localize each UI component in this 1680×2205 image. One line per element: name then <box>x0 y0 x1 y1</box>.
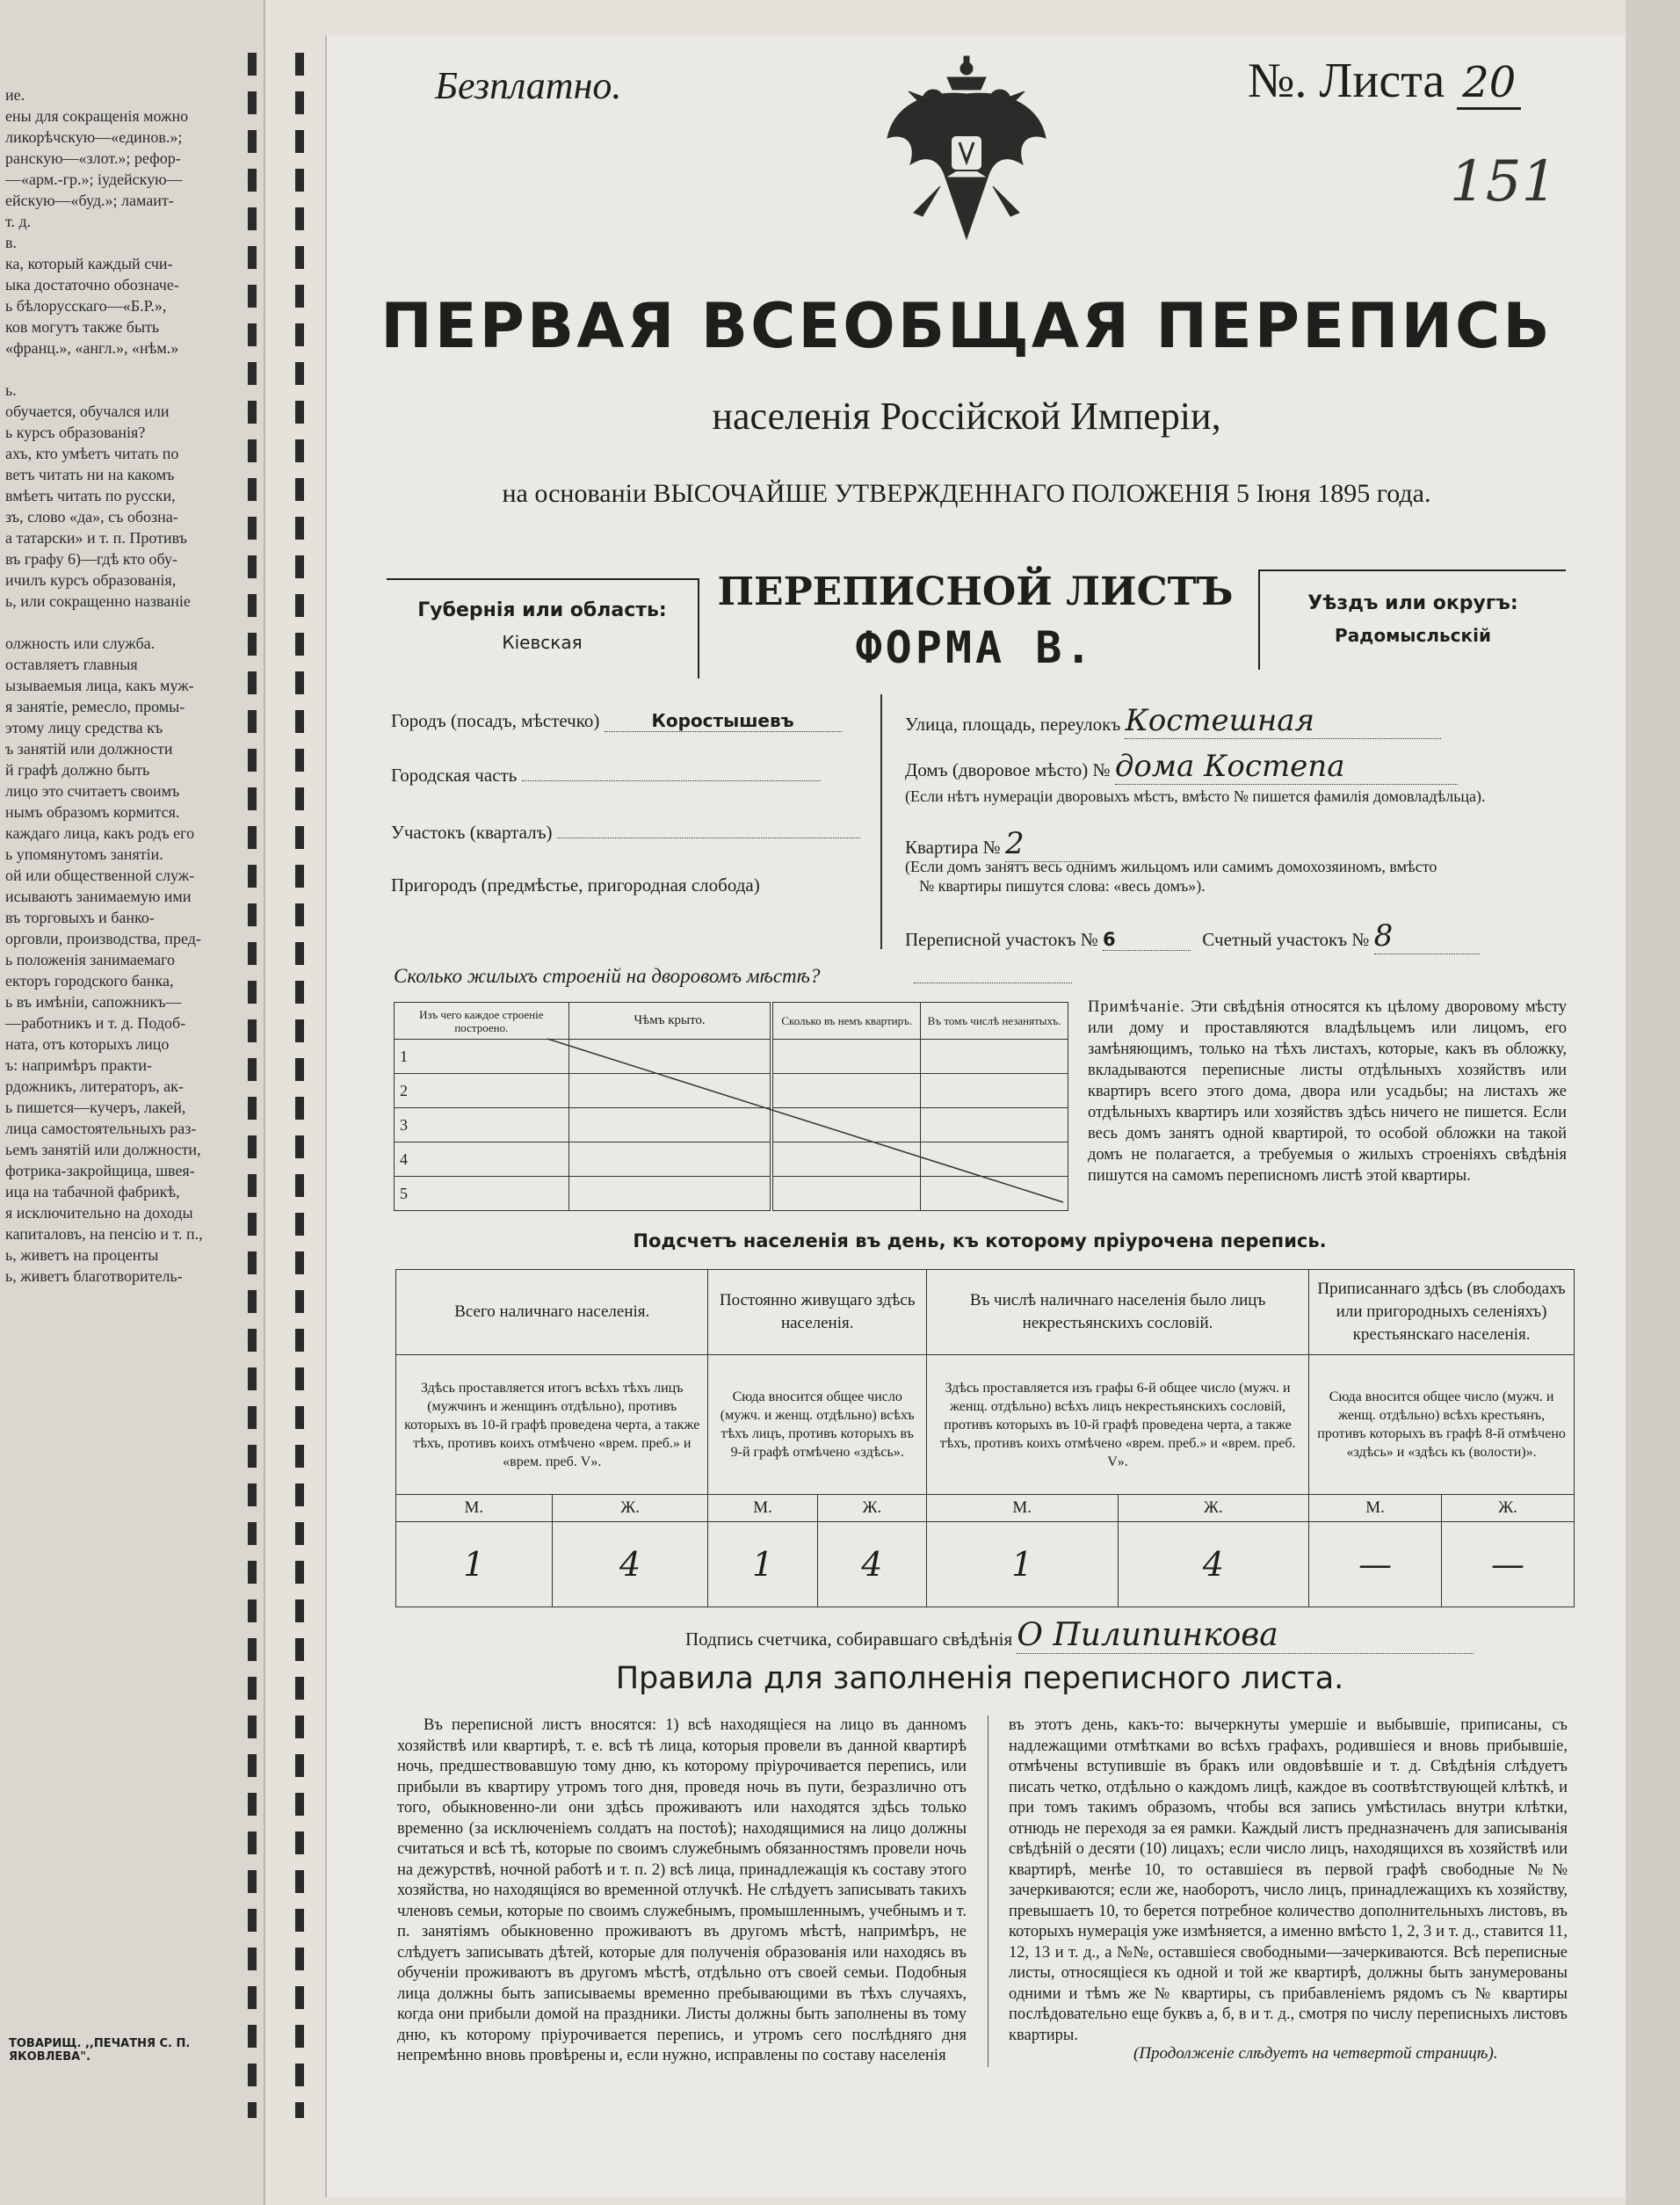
gubernia-value: Кіевская <box>502 632 583 653</box>
prigorod-label: Пригородъ (предмѣстье, пригородная слобода) <box>391 874 760 896</box>
sheet-no-value: 20 <box>1457 58 1521 110</box>
left-column-line <box>5 612 225 633</box>
buildings-col-roof: Чѣмъ крыто. <box>568 1003 771 1040</box>
row-number: 2 <box>395 1074 569 1108</box>
left-column-line: ликорѣчскую—«единов.»; <box>5 128 183 146</box>
left-column-line: а татарски» и т. п. Противъ <box>5 529 187 547</box>
apartment-field <box>905 826 1093 862</box>
street-value: Костешная <box>1125 703 1441 739</box>
male-count: 1 <box>708 1522 817 1607</box>
left-column-line: ъ: напримѣръ практи- <box>5 1056 153 1074</box>
left-column-text <box>5 84 225 1287</box>
rules-continued: (Продолженіе слѣдуетъ на четвертой страницѣ). <box>1133 2044 1498 2063</box>
count-title: Подсчетъ населенія въ день, къ которому пріурочена перепись. <box>633 1230 1327 1251</box>
left-column-line: ь курсъ образованія? <box>5 424 146 441</box>
left-column-line: екторъ городского банка, <box>5 972 174 990</box>
rules-title: Правила для заполненія переписного листа. <box>615 1661 1344 1696</box>
left-column-line: ков могутъ также быть <box>5 318 160 336</box>
street-label: Улица, площадь, переулокъ <box>905 714 1121 735</box>
left-column-line: въ торговыхъ и банко- <box>5 909 155 926</box>
double-headed-eagle-icon <box>879 54 1054 243</box>
left-column-line: ь пишется—кучеръ, лакей, <box>5 1099 186 1116</box>
left-column-line: ены для сокращенія можно <box>5 107 189 125</box>
left-column-line: ь. <box>5 381 17 399</box>
house-value: дома Костепа <box>1115 749 1458 785</box>
prigorod-field <box>391 874 760 896</box>
left-column-line: этому лицу средства къ <box>5 719 163 736</box>
population-count-table <box>395 1269 1575 1607</box>
house-note: (Если нѣтъ нумераціи дворовыхъ мѣстъ, вмѣсто № пишется фамилія домовладѣльца). <box>905 787 1486 805</box>
census-district-value: 6 <box>1103 929 1191 951</box>
buildings-note <box>1088 997 1567 1186</box>
count-col-head: Въ числѣ наличнаго населенія было лицъ некрестьянскихъ сословій. <box>926 1270 1308 1355</box>
left-column-line: ната, отъ которыхъ лицо <box>5 1035 170 1053</box>
left-column-line: ица на табачной фабрикѣ, <box>5 1183 180 1200</box>
female-label: Ж. <box>1118 1495 1309 1522</box>
left-column-line: каждаго лица, какъ родъ его <box>5 824 195 842</box>
uchastok-label: Участокъ (кварталъ) <box>391 822 553 843</box>
left-column-line: орговли, производства, пред- <box>5 930 201 947</box>
left-column-line <box>5 359 225 380</box>
female-label: Ж. <box>1442 1495 1575 1522</box>
left-column-line: ьемъ занятій или должности, <box>5 1141 201 1158</box>
rules-left-column: Въ переписной листъ вносятся: 1) всѣ находящіеся на лицо въ данномъ хозяйствѣ или квартирѣ, т. е. всѣ тѣ лица, которыя провели въ данной квартирѣ ночь, предшествовавшую тому дню, къ которому пріурочивается перепись, или прибыли въ квартиру утромъ того дня, проведя ночь въ пути, безразлично отъ того, обыкновенно-ли они здѣсь проживаютъ или находятся здѣсь только временно (за исключеніемъ солдатъ на постоѣ); находящимися на лицо должны считаться и всѣ тѣ, которые по своимъ служебнымъ обязанностямъ провели ночь на дежурствѣ, ночной работѣ и т. п. 2) всѣ лица, принадлежащія къ составу этого хозяйства, но находящіяся во временной отлучкѣ. Не слѣдуетъ записывать такихъ членовъ семьи, которые по своимъ служебнымъ, промышленнымъ, учебнымъ и т. п. занятіямъ обыкновенно проживаютъ въ другомъ мѣстѣ, напримѣръ, не слѣдуетъ записывать дѣтей, которые для полученія образованія или находясь въ обученіи проживаютъ въ другомъ мѣстѣ, отдѣльно отъ своей семьи. Подобныя лица должны быть записываемы временно пребывающими въ тѣхъ случаяхъ, когда они прибыли домой на праздники. Листы должны быть заполнены въ тому дню, къ которому пріурочивается перепись, и утромъ сего послѣдняго дня непремѣнно вновь провѣрены и, если нужно, исправлены по составу населенія <box>397 1716 967 2064</box>
left-column-line: ыка достаточно обозначе- <box>5 276 179 294</box>
uezd-box <box>1258 569 1566 670</box>
census-title: ПЕРВАЯ ВСЕОБЩАЯ ПЕРЕПИСЬ <box>380 290 1553 362</box>
left-column-line: лицо это считаетъ своимъ <box>5 782 180 800</box>
street-field <box>905 703 1441 739</box>
buildings-col-material: Изъ чего каждое строеніе построено. <box>395 1003 569 1040</box>
apartment-note-1: (Если домъ занятъ весь однимъ жильцомъ или самимъ домохозяиномъ, вмѣсто <box>905 858 1437 875</box>
city-part-label: Городская часть <box>391 765 518 786</box>
male-label: М. <box>708 1495 817 1522</box>
female-label: Ж. <box>552 1495 708 1522</box>
left-column-line: олжность или служба. <box>5 635 156 652</box>
left-column-line: фотрика-закройщица, швея- <box>5 1162 195 1179</box>
left-column-line: обучается, обучался или <box>5 403 170 420</box>
sheet-number <box>1248 53 1521 109</box>
gubernia-box <box>387 578 699 678</box>
uchastok-value <box>557 822 860 838</box>
census-subtitle: населенія Россійской Имперіи, <box>712 395 1221 438</box>
count-col-desc: Здѣсь проставляется итогъ всѣхъ тѣхъ лицъ (мужчинъ и женщинъ отдѣльно), противъ которыхъ въ 10-й графѣ проведена черта, а также тѣхъ, противъ коихъ отмѣчено «врем. преб.» и «врем. преб. V». <box>396 1355 708 1495</box>
uezd-label: Уѣздъ или округъ: <box>1307 592 1518 614</box>
female-count: — <box>1442 1522 1575 1607</box>
apartment-label: Квартира № <box>905 837 1001 858</box>
sheet-title: ПЕРЕПИСНОЙ ЛИСТЪ <box>717 569 1234 614</box>
left-column-line: —работникъ и т. д. Подоб- <box>5 1014 186 1032</box>
left-column-line: ие. <box>5 86 25 104</box>
count-col-head: Приписаннаго здѣсь (въ слободахъ или пригородныхъ селеніяхъ) крестьянскаго населенія. <box>1309 1270 1575 1355</box>
city-field <box>391 710 842 732</box>
male-label: М. <box>1309 1495 1442 1522</box>
apartment-note-2: № квартиры пишутся слова: «весь домъ»). <box>919 877 1206 895</box>
house-label: Домъ (дворовое мѣсто) № <box>905 759 1111 780</box>
male-label: М. <box>926 1495 1118 1522</box>
left-column-line: вмѣетъ читать по русски, <box>5 487 176 504</box>
margin-number: 151 <box>1450 149 1558 214</box>
count-col-head: Постоянно живущаго здѣсь населенія. <box>708 1270 926 1355</box>
left-column-line: въ графу 6)—гдѣ кто обу- <box>5 550 177 568</box>
female-count: 4 <box>1118 1522 1309 1607</box>
note-title: Примѣчаніе. <box>1088 998 1185 1016</box>
counting-district-label: Счетный участокъ № <box>1202 929 1370 950</box>
left-previous-page <box>0 0 265 2205</box>
left-column-line: я занятіе, ремесло, промы- <box>5 698 185 715</box>
address-divider <box>880 694 882 949</box>
left-column-line: лица самостоятельныхъ раз- <box>5 1120 197 1137</box>
buildings-col-vacant: Въ томъ числѣ незанятыхъ. <box>921 1003 1068 1040</box>
left-column-line: ранскую—«злот.»; рефор- <box>5 149 181 167</box>
count-col-desc: Сюда вносится общее число (мужч. и женщ. отдѣльно) всѣхъ крестьянъ, противъ которыхъ въ графѣ 8-й отмѣчено «здѣсь» и «здѣсь къ (волости)». <box>1309 1355 1575 1495</box>
sheet-no-label: №. Листа <box>1248 54 1445 108</box>
uchastok-field <box>391 822 860 844</box>
count-col-desc: Здѣсь проставляется изъ графы 6-й общее число (мужч. и женщ. отдѣльно) всѣхъ лицъ некрестьянскихъ сословій, противъ которыхъ въ 10-й графѣ проведена черта, а также тѣхъ, противъ коихъ отмѣчено «врем. преб.» и «врем. преб. V». <box>926 1355 1308 1495</box>
left-column-line: ь, живетъ благотворитель- <box>5 1267 183 1285</box>
uezd-value: Радомысльскій <box>1335 625 1491 646</box>
row-number: 4 <box>395 1142 569 1177</box>
left-column-line: ь, живетъ на проценты <box>5 1246 159 1264</box>
buildings-col-apartments: Сколько въ немъ квартиръ. <box>771 1003 920 1040</box>
left-column-line: «франц.», «англ.», «нѣм.» <box>5 339 179 357</box>
binding-stitch <box>248 53 257 2118</box>
binding-stitch <box>295 53 304 2118</box>
female-count: 4 <box>552 1522 708 1607</box>
printer-imprint: ТОВАРИЩ. ,,ПЕЧАТНЯ С. П. ЯКОВЛЕВА". <box>9 2037 191 2064</box>
count-col-desc: Сюда вносится общее число (мужч. и женщ. отдѣльно) всѣхъ тѣхъ лицъ, противъ которыхъ въ 9-й графѣ отмѣчено «здѣсь». <box>708 1355 926 1495</box>
row-number: 1 <box>395 1040 569 1074</box>
left-column-line: ь упомянутомъ занятіи. <box>5 845 163 863</box>
signature-field <box>685 1617 1474 1654</box>
left-column-line: в. <box>5 234 17 251</box>
row-number: 3 <box>395 1108 569 1142</box>
note-text: Эти свѣдѣнія относятся къ цѣлому дворовому мѣсту или дому и проставляются владѣльцемъ или лицомъ, его замѣняющимъ, только на тѣхъ листахъ, которые, какъ въ обложку, вкладываются переписные листы отдѣльныхъ хозяйствъ или квартиръ всего этого дома, двора или усадьбы; на листахъ же отдѣльныхъ квартиръ или хозяйствъ здѣсь ничего не пишется. Если весь домъ занятъ одной квартирой, то особой обложки на такой домъ не полагается, а требуемыя о жилыхъ строеніяхъ свѣдѣнія пишутся на самомъ переписномъ листѣ этой квартиры. <box>1088 998 1567 1185</box>
apartment-value: 2 <box>1005 826 1093 862</box>
left-column-line: ъ занятій или должности <box>5 740 173 758</box>
count-col-head: Всего наличнаго населенія. <box>396 1270 708 1355</box>
left-column-line: ахъ, кто умѣетъ читать по <box>5 445 179 462</box>
rules-right-column: въ этотъ день, какъ-то: вычеркнуты умершіе и выбывшіе, приписаны, съ надлежащими отмѣтками во всѣхъ графахъ, родившіеся и вновь прибывшіе, отмѣчены вступившіе въ бракъ или овдовѣвшіе и т. д. Свѣдѣнія слѣдуетъ писать четко, отдѣльно о каждомъ лицѣ, каждое въ соотвѣтствующей клѣткѣ, и при томъ такимъ образомъ, чтобы вся запись умѣстилась внутри клѣтки, отнюдь не переходя за ея рамки. Каждый листъ предназначенъ для записыванія свѣдѣній о десяти (10) лицахъ; если число лицъ, находящихся въ хозяйствѣ или квартирѣ, менѣе 10, то оставшіеся въ первой графѣ свободные №№ зачеркиваются; если же, наоборотъ, число лицъ, принадлежащихъ къ хозяйству, превышаетъ 10, то берется потребное количество дополнительныхъ листовъ, въ которыхъ нумерація уже измѣняется, а именно вмѣсто 1, 2, 3 и т. д., ставится 11, 12, 13 и т. д., а №№, оставшіеся свободными—зачеркиваются. Всѣ переписные листы, относящіеся къ одной и той же квартирѣ, должны быть занумерованы одними и тѣмъ же № квартиры, съ прибавленіемъ рядомъ съ № квартиры послѣдовательно еще буквъ а, б, в и т. д., смотря по числу переписныхъ листовъ квартиры. <box>1009 1716 1568 2044</box>
left-column-line: нымъ образомъ кормится. <box>5 803 180 821</box>
left-column-line: рдожникъ, литераторъ, ак- <box>5 1077 184 1095</box>
left-column-line: ь положенія занимаемаго <box>5 951 176 968</box>
right-page-edge <box>1626 0 1680 2205</box>
left-column-line: ызываемыя лица, какъ муж- <box>5 677 194 694</box>
signature-value: О Пилипинкова <box>1017 1617 1474 1654</box>
male-label: М. <box>396 1495 553 1522</box>
left-column-line: ветъ читать ни на какомъ <box>5 466 175 483</box>
form-title: ФОРМА В. <box>855 622 1096 673</box>
left-column-line: т. д. <box>5 213 32 230</box>
left-column-line: я исключительно на доходы <box>5 1204 193 1222</box>
signature-label: Подпись счетчика, собиравшаго свѣдѣнія <box>685 1628 1013 1650</box>
left-column-line: капиталовъ, на пенсію и т. п., <box>5 1225 203 1243</box>
census-district-field <box>905 918 1480 954</box>
left-column-line: исываютъ занимаемую ими <box>5 888 192 905</box>
counting-district-value: 8 <box>1374 918 1480 954</box>
left-column-line: ь бѣлорусскаго—«Б.Р.», <box>5 297 167 315</box>
buildings-question: Сколько жилыхъ строеній на дворовомъ мѣстѣ? <box>394 965 821 987</box>
census-district-label: Переписной участокъ № <box>905 929 1098 950</box>
left-column-line: ь, или сокращенно названіе <box>5 592 191 610</box>
male-count: 1 <box>926 1522 1118 1607</box>
city-value: Коростышевъ <box>605 710 842 732</box>
female-label: Ж. <box>817 1495 926 1522</box>
left-column-line: ка, который каждый счи- <box>5 255 173 272</box>
female-count: 4 <box>817 1522 926 1607</box>
left-column-line: ейскую—«буд.»; ламаит- <box>5 192 174 209</box>
left-column-line: оставляетъ главныя <box>5 656 138 673</box>
male-count: 1 <box>396 1522 553 1607</box>
free-label: Безплатно. <box>435 64 622 107</box>
left-column-line: ь въ имѣніи, сапожникъ— <box>5 993 182 1011</box>
city-part-field <box>391 765 821 787</box>
left-column-line: зъ, слово «да», съ обозна- <box>5 508 178 526</box>
house-field <box>905 749 1458 785</box>
census-legal-basis: на основаніи ВЫСОЧАЙШЕ УТВЕРЖДЕННАГО ПОЛОЖЕНІЯ 5 Іюня 1895 года. <box>502 479 1431 508</box>
left-column-line: ой или общественной служ- <box>5 867 195 884</box>
left-column-line: ичилъ курсъ образованія, <box>5 571 177 589</box>
male-count: — <box>1309 1522 1442 1607</box>
city-label: Городъ (посадъ, мѣстечко) <box>391 710 600 731</box>
left-column-line: —«арм.-гр.»; іудейскую— <box>5 170 183 188</box>
strike-through-line <box>394 1002 1068 1213</box>
left-column-line: й графѣ должно быть <box>5 761 150 779</box>
gubernia-label: Губернія или область: <box>417 599 667 621</box>
row-number: 5 <box>395 1177 569 1211</box>
city-part-value <box>522 765 821 781</box>
